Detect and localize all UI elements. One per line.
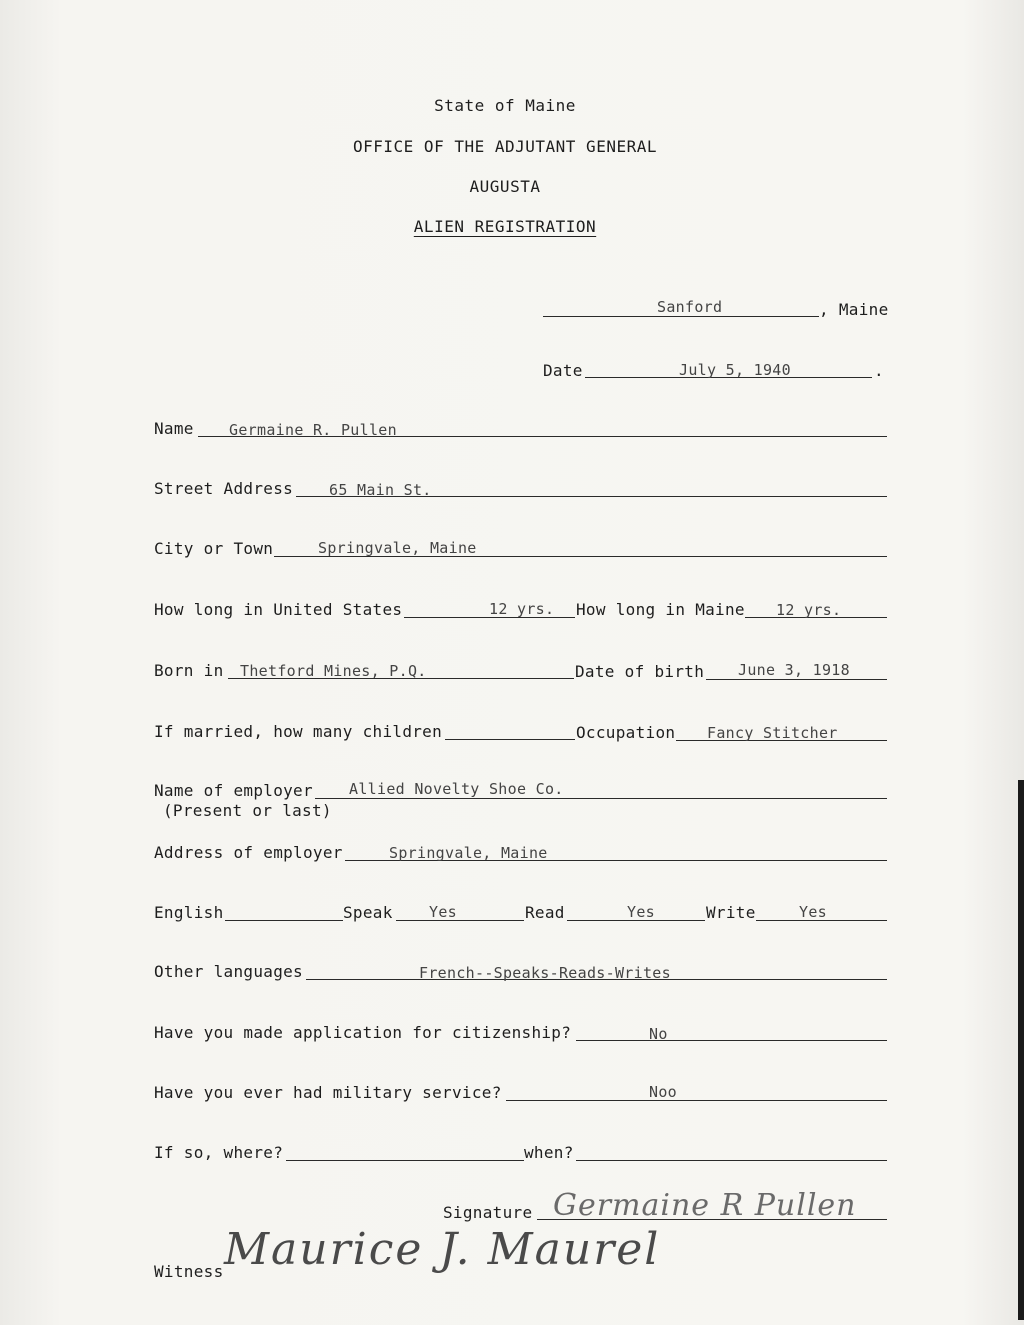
- read-value: Yes: [627, 903, 655, 921]
- place-suffix: , Maine: [819, 300, 889, 319]
- place-line: [543, 316, 819, 317]
- citizenship-value: No: [649, 1025, 668, 1043]
- employer-line: [315, 798, 887, 799]
- when-line: [576, 1160, 887, 1161]
- when-label: when?: [524, 1143, 574, 1162]
- name-value: Germaine R. Pullen: [229, 421, 397, 439]
- header-form-title: ALIEN REGISTRATION: [413, 217, 597, 236]
- citizenship-line: [576, 1040, 887, 1041]
- street-value: 65 Main St.: [329, 481, 432, 499]
- how-long-us-label: How long in United States: [154, 600, 403, 619]
- dob-value: June 3, 1918: [738, 661, 850, 679]
- how-long-maine-value: 12 yrs.: [776, 601, 842, 619]
- children-label: If married, how many children: [154, 722, 443, 741]
- witness-label: Witness: [154, 1262, 224, 1281]
- military-line: [506, 1100, 887, 1101]
- read-label: Read: [525, 903, 565, 922]
- place-value: Sanford: [657, 298, 723, 316]
- other-languages-value: French--Speaks-Reads-Writes: [419, 964, 671, 982]
- witness-signature-handwriting: Maurice J. Maurel: [224, 1224, 661, 1275]
- signature-handwriting: Germaine R Pullen: [553, 1188, 857, 1223]
- speak-label: Speak: [343, 903, 393, 922]
- english-line: [225, 920, 343, 921]
- where-label: If so, where?: [154, 1143, 284, 1162]
- employer-label: Name of employer: [154, 781, 313, 800]
- how-long-us-value: 12 yrs.: [489, 600, 555, 618]
- header-office: OFFICE OF THE ADJUTANT GENERAL: [353, 137, 657, 156]
- street-label: Street Address: [154, 479, 294, 498]
- dob-label: Date of birth: [575, 662, 705, 681]
- employer-sublabel: (Present or last): [163, 801, 332, 820]
- military-label: Have you ever had military service?: [154, 1083, 502, 1102]
- speak-value: Yes: [429, 903, 457, 921]
- where-line: [286, 1160, 524, 1161]
- english-label: English: [154, 903, 224, 922]
- how-long-maine-label: How long in Maine: [576, 600, 745, 619]
- born-in-label: Born in: [154, 661, 224, 680]
- employer-address-value: Springvale, Maine: [389, 844, 548, 862]
- employer-value: Allied Novelty Shoe Co.: [349, 780, 564, 798]
- header-state: State of Maine: [434, 96, 576, 115]
- city-label: City or Town: [154, 539, 274, 558]
- write-value: Yes: [799, 903, 827, 921]
- occupation-label: Occupation: [576, 723, 676, 742]
- date-dot: .: [874, 361, 884, 380]
- born-in-value: Thetford Mines, P.Q.: [240, 662, 427, 680]
- employer-address-label: Address of employer: [154, 843, 343, 862]
- scan-edge: [1018, 780, 1024, 1320]
- city-value: Springvale, Maine: [318, 539, 477, 557]
- citizenship-label: Have you made application for citizenship?: [154, 1023, 572, 1042]
- dob-line: [706, 679, 887, 680]
- date-label: Date: [543, 361, 583, 380]
- speak-line: [396, 920, 524, 921]
- write-label: Write: [706, 903, 756, 922]
- other-languages-label: Other languages: [154, 962, 303, 981]
- signature-label: Signature: [443, 1203, 533, 1222]
- military-value: Noo: [649, 1083, 677, 1101]
- date-value: July 5, 1940: [679, 361, 791, 379]
- header-city: AUGUSTA: [469, 177, 541, 196]
- name-label: Name: [154, 419, 194, 438]
- children-line: [445, 739, 575, 740]
- occupation-value: Fancy Stitcher: [707, 724, 838, 742]
